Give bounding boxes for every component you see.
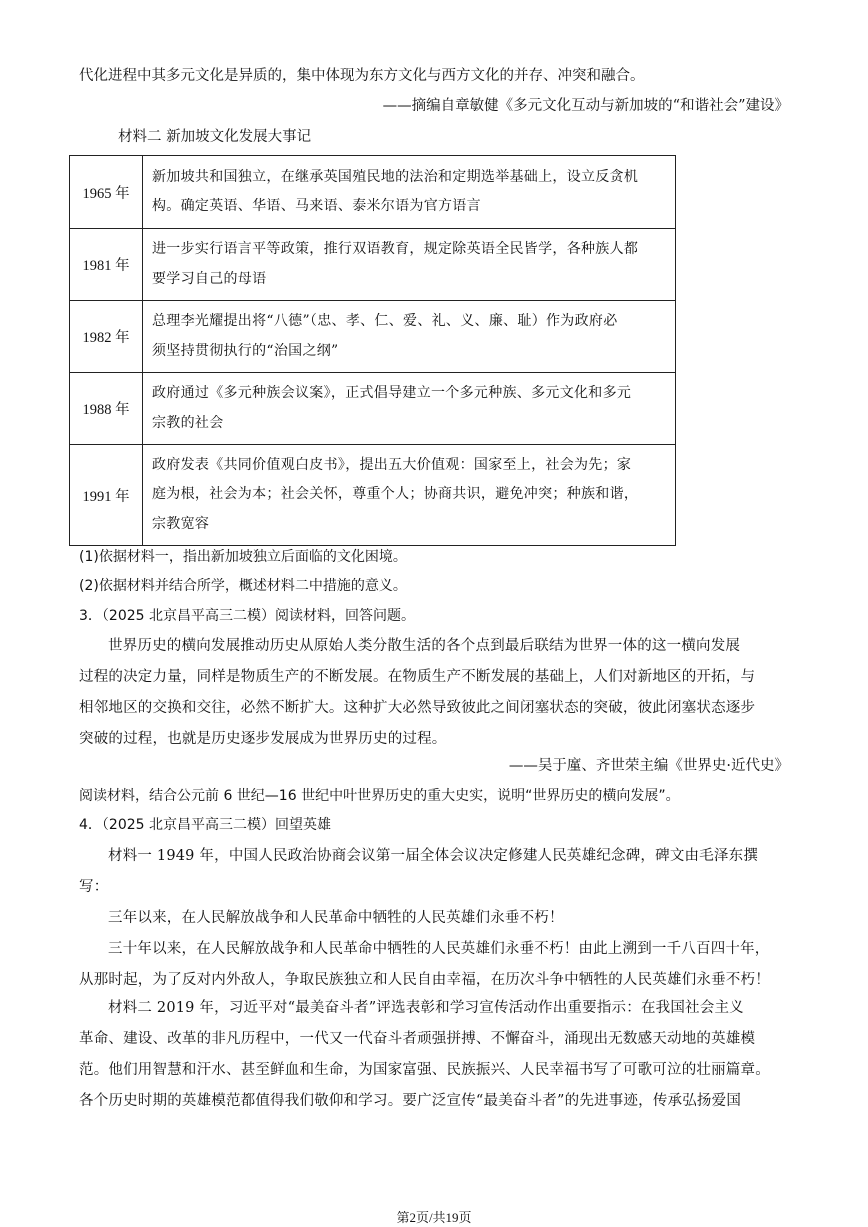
event-description: 新加坡共和国独立，在继承英国殖民地的法治和定期选举基础上，设立反贪机 构。确定英语、华语、马来语、泰米尔语为官方语言 [143,156,676,229]
event-description: 进一步实行语言平等政策，推行双语教育，规定除英语全民皆学，各种族人都 要学习自己的母语 [143,229,676,301]
event-year: 1988 年 [70,373,143,445]
intro-line: 代化进程中其多元文化是异质的，集中体现为东方文化与西方文化的并存、冲突和融合。 [79,68,645,84]
material2-title: 材料二 新加坡文化发展大事记 [118,129,312,145]
event-year: 1965 年 [70,156,143,229]
source-citation-2: ——吴于廑、齐世荣主编《世界史·近代史》 [508,758,789,774]
table-row [70,156,676,229]
event-year: 1991 年 [70,445,143,546]
question-4-material1: 材料一 1949 年，中国人民政治协商会议第一届全体会议决定修建人民英雄纪念碑，碑文由毛泽东撰 写： 三年以来，在人民解放战争和人民革命中牺牲的人民英雄们永垂不朽！ 三十年以来，在人民解放战争和人民革命中牺牲的人民英雄们永垂不朽！由此上溯到一千八百四十年， 从那时起，为了反对内外敌人，争取民族独立和人民自由幸福，在历次斗争中牺牲的人民英雄们永垂不朽！ [79,848,770,988]
question-4-material2: 材料二 2019 年，习近平对“最美奋斗者”评选表彰和学习宣传活动作出重要指示：在我国社会主义 革命、建设、改革的非凡历程中，一代又一代奋斗者顽强拼搏、不懈奋斗，涌现出无数感天动地的英雄模 范。他们用智慧和汗水、甚至鲜血和生命，为国家富强、民族振兴、人民幸福书写了可歌可泣的壮丽篇章。 各个历史时期的英雄模范都值得我们敬仰和学习。要广泛宣传“最美奋斗者”的先进事迹，传承弘扬爱国 [79,1000,770,1109]
event-description: 总理李光耀提出将“八德”（忠、孝、仁、爱、礼、义、廉、耻）作为政府必 须坚持贯彻执行的“治国之纲” [143,301,676,373]
question-2: (2)依据材料并结合所学，概述材料二中措施的意义。 [79,578,407,594]
source-citation-1: ——摘编自章敏健《多元文化互动与新加坡的“和谐社会”建设》 [382,98,789,114]
events-table [69,155,676,546]
table-row [70,229,676,301]
question-3-prompt: 阅读材料，结合公元前 6 世纪—16 世纪中叶世界历史的重大史实，说明“世界历史的横向发展”。 [79,788,680,804]
table-row [70,373,676,445]
question-3-material: 世界历史的横向发展推动历史从原始人类分散生活的各个点到最后联结为世界一体的这一横向发展 过程的决定力量，同样是物质生产的不断发展。在物质生产不断发展的基础上，人们对新地区的开拓，与 相邻地区的交换和交往，必然不断扩大。这种扩大必然导致彼此之间闭塞状态的突破，彼此闭塞状态逐步 突破的过程，也就是历史逐步发展成为世界历史的过程。 [79,638,756,747]
event-year: 1981 年 [70,229,143,301]
page-footer: 第2页/共19页 [396,1210,472,1225]
question-4-header: 4．（2025 北京昌平高三二模）回望英雄 [79,817,331,833]
question-3-header: 3．（2025 北京昌平高三二模）阅读材料，回答问题。 [79,608,415,624]
question-1: (1)依据材料一，指出新加坡独立后面临的文化困境。 [79,549,407,565]
table-row [70,445,676,546]
event-year: 1982 年 [70,301,143,373]
table-row [70,301,676,373]
event-description: 政府发表《共同价值观白皮书》，提出五大价值观：国家至上，社会为先；家 庭为根，社会为本；社会关怀，尊重个人；协商共识，避免冲突；种族和谐， 宗教宽容 [143,445,676,546]
event-description: 政府通过《多元种族会议案》，正式倡导建立一个多元种族、多元文化和多元 宗教的社会 [143,373,676,445]
